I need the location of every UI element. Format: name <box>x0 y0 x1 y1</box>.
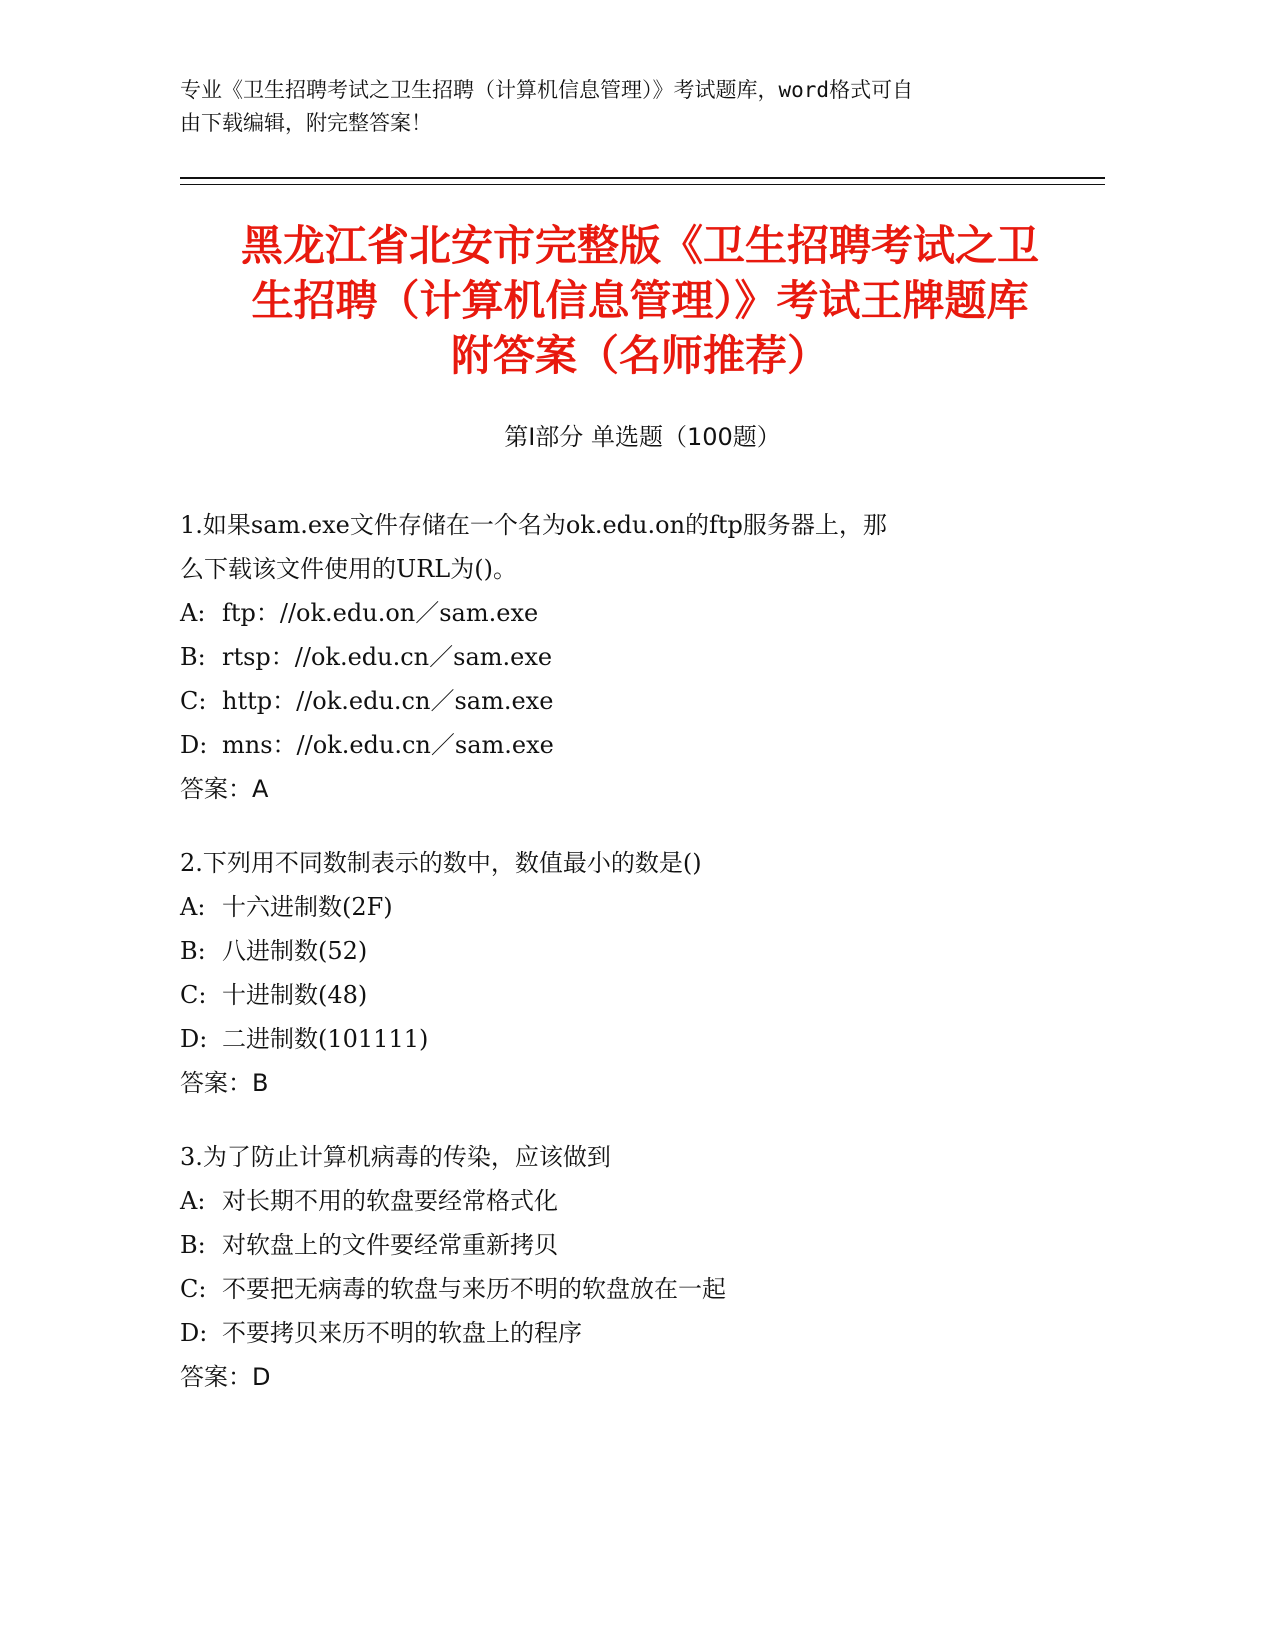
option-text: 对软盘上的文件要经常重新拷贝 <box>222 1231 558 1259</box>
option-text: ftp：//ok.edu.on／sam.exe <box>222 599 539 627</box>
answer-label: 答案：B <box>180 1069 269 1097</box>
answer-label: 答案：A <box>180 775 269 803</box>
option-text: 八进制数(52) <box>222 937 368 965</box>
option-letter: B: <box>180 937 206 965</box>
option-letter: A: <box>180 599 206 627</box>
answer-label: 答案：D <box>180 1363 271 1391</box>
question-stem: 1.如果sam.exe文件存储在一个名为ok.edu.on的ftp服务器上，那 <box>180 511 887 539</box>
option-text: 不要把无病毒的软盘与来历不明的软盘放在一起 <box>222 1275 726 1303</box>
option-c <box>180 1267 1080 1311</box>
question-list <box>180 503 1080 1429</box>
option-text: 十六进制数(2F) <box>222 893 393 921</box>
option-text: rtsp：//ok.edu.cn／sam.exe <box>222 643 553 671</box>
option-a <box>180 1179 1080 1223</box>
option-text: 不要拷贝来历不明的软盘上的程序 <box>222 1319 582 1347</box>
document-title <box>190 218 1090 383</box>
option-d <box>180 723 1080 767</box>
option-letter: B: <box>180 1231 206 1259</box>
option-a <box>180 885 1080 929</box>
option-letter: A: <box>180 1187 206 1215</box>
question-stem: 3.为了防止计算机病毒的传染，应该做到 <box>180 1143 611 1171</box>
option-text: 二进制数(101111) <box>222 1025 429 1053</box>
header-note-line-1: 专业《卫生招聘考试之卫生招聘（计算机信息管理）》考试题库，word格式可自 <box>180 78 914 102</box>
option-d <box>180 1311 1080 1355</box>
option-b <box>180 1223 1080 1267</box>
header-note-line-2: 由下载编辑，附完整答案！ <box>180 111 432 135</box>
question-3 <box>180 1135 1080 1399</box>
document-title-line-2: 生招聘（计算机信息管理）》考试王牌题库 <box>251 276 1029 325</box>
option-text: mns：//ok.edu.cn／sam.exe <box>222 731 554 759</box>
header-divider-thick <box>180 177 1105 179</box>
option-b <box>180 929 1080 973</box>
option-text: 对长期不用的软盘要经常格式化 <box>222 1187 558 1215</box>
header-divider-thin <box>180 184 1105 185</box>
option-b <box>180 635 1080 679</box>
document-title-line-1: 黑龙江省北安市完整版《卫生招聘考试之卫 <box>240 221 1039 270</box>
option-letter: D: <box>180 731 208 759</box>
question-2 <box>180 841 1080 1105</box>
question-1 <box>180 503 1080 811</box>
option-a <box>180 591 1080 635</box>
option-c <box>180 973 1080 1017</box>
option-letter: C: <box>180 1275 207 1303</box>
option-letter: D: <box>180 1319 208 1347</box>
question-stem-continued: 么下载该文件使用的URL为()。 <box>180 555 517 583</box>
option-text: http：//ok.edu.cn／sam.exe <box>222 687 554 715</box>
option-c <box>180 679 1080 723</box>
option-text: 十进制数(48) <box>222 981 368 1009</box>
question-stem: 2.下列用不同数制表示的数中，数值最小的数是() <box>180 849 702 877</box>
document-title-line-3: 附答案（名师推荐） <box>450 331 829 380</box>
section-title: 第Ⅰ部分 单选题（100题） <box>504 423 781 451</box>
option-d <box>180 1017 1080 1061</box>
header-note <box>180 74 1080 140</box>
option-letter: D: <box>180 1025 208 1053</box>
option-letter: C: <box>180 687 207 715</box>
option-letter: C: <box>180 981 207 1009</box>
option-letter: B: <box>180 643 206 671</box>
option-letter: A: <box>180 893 206 921</box>
